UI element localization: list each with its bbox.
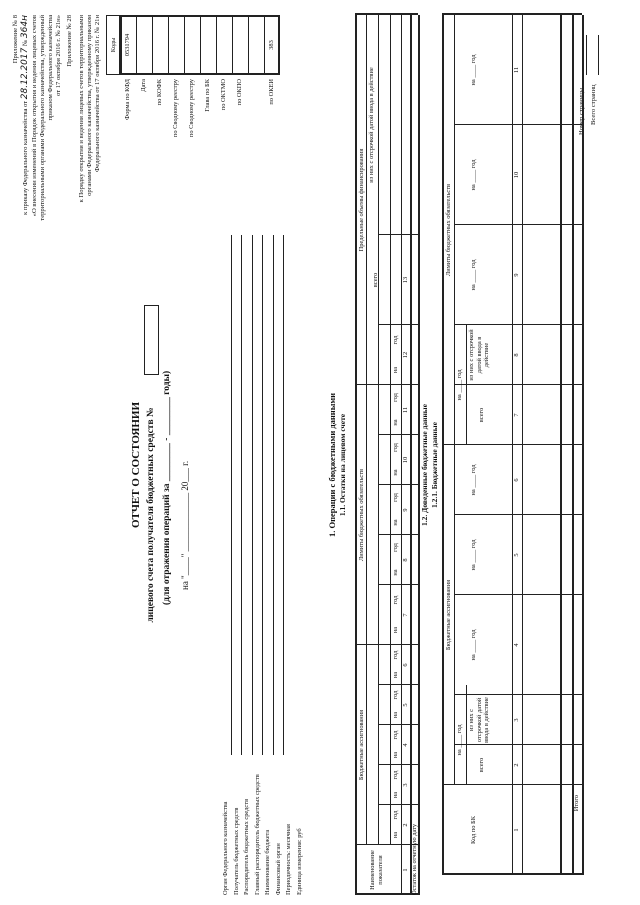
appendix-line10: Федерального казначейства от 17 октября 2016 г. № 21н	[94, 15, 101, 172]
na-label: на	[392, 831, 399, 839]
section1-subtitle: 1.1. Остатки на лицевом счете	[338, 413, 347, 517]
table2-total-line	[572, 15, 574, 875]
subheader-divider	[390, 15, 391, 845]
kod-bk-header: Код по БК	[470, 816, 477, 844]
group-assign-header: Бюджетные ассигнования	[358, 709, 365, 781]
form-field-underline	[273, 235, 274, 755]
group-finance-header: Предельные объемы финансирования	[358, 148, 365, 252]
group-assign-header: Бюджетные ассигнования	[445, 579, 452, 651]
na-label: на	[392, 791, 399, 799]
appendix-line6: от 17 октября 2016 г. № 21н»	[55, 15, 62, 97]
table2-right-border	[442, 13, 582, 15]
of-them-header: из них с отсрочкой датой ввода в действие	[368, 67, 375, 183]
of-them-header: из них с отсрочкой датой ввода в действие	[468, 697, 490, 743]
form-field-label: Наименование бюджета	[264, 829, 271, 895]
table2-top-border	[442, 15, 444, 875]
codes-row-divider	[152, 15, 153, 75]
section2-subtitle: 1.2. Доведенные бюджетные данные	[420, 404, 429, 526]
code-label: по КОФК	[156, 79, 163, 106]
group-limits-header: Лимиты бюджетных обязательств	[445, 183, 452, 277]
appendix-line3: «О внесении изменений в Порядок открытия и ведения лицевых счетов	[31, 15, 38, 217]
group-limits-header: Лимиты бюджетных обязательств	[358, 468, 365, 562]
god-label: год	[392, 810, 399, 820]
column-number: 3	[513, 718, 520, 722]
codes-row-divider	[168, 15, 169, 75]
na-god-label: на ____ год	[470, 159, 477, 191]
period-line: (для отражения операций за ________ - ________ годы)	[162, 370, 172, 605]
column-number: 11	[513, 66, 520, 74]
column-number: 9	[513, 273, 520, 277]
account-number-field[interactable]	[144, 305, 159, 375]
form-field-underline	[252, 235, 253, 755]
handwritten-date: 28.12.2017	[20, 47, 30, 100]
table1-top-border	[355, 15, 357, 895]
codes-row-divider	[264, 15, 265, 75]
codes-row-divider	[232, 15, 233, 75]
column-number: 3	[402, 783, 409, 787]
col-divider	[378, 324, 418, 325]
group-divider	[366, 15, 367, 845]
na-god-label: на ____ год	[470, 629, 477, 661]
form-field-label: Единица измерения: руб	[295, 828, 303, 895]
column-number: 6	[402, 663, 409, 667]
god-label: год	[392, 730, 399, 740]
form-field-label: Распорядитель бюджетных средств	[243, 798, 250, 895]
code-label: по ОКПО	[236, 79, 243, 106]
god-label: год	[392, 770, 399, 780]
code-label: Дата	[140, 79, 147, 92]
codes-header: Коды	[110, 37, 117, 53]
appendix-line4: территориальными органами Федерального казначейства, утвержденный	[39, 15, 46, 221]
na-god-label: на ____ год	[470, 54, 477, 86]
total-header: всего	[372, 272, 379, 288]
column-number: 7	[513, 413, 520, 417]
report-date-line: на "____" _____________ 20___ г.	[180, 460, 190, 590]
report-subtitle: лицевого счета получателя бюджетных средств №	[146, 407, 156, 623]
report-title: ОТЧЕТ О СОСТОЯНИИ	[130, 401, 142, 529]
god-label: год	[392, 493, 399, 502]
codes-row-divider	[136, 15, 137, 75]
column-number: 2	[513, 763, 520, 767]
column-number: 2	[402, 823, 409, 827]
table2-row-line	[522, 15, 523, 875]
na-label: на	[392, 519, 399, 526]
section1-title: 1. Операции с бюджетными данными	[327, 392, 337, 538]
column-number: 7	[402, 613, 409, 617]
total-header: всего	[478, 757, 485, 773]
total-pages-label: Всего страниц	[590, 84, 597, 125]
column-number: 6	[513, 478, 520, 482]
column-number: 11	[402, 406, 409, 414]
total-row-label: Итого	[573, 795, 580, 812]
column-number: 4	[402, 743, 409, 747]
column-number: 8	[513, 353, 520, 357]
appendix-line9: органами Федерального казначейства, утвержденному приказом	[86, 15, 93, 196]
column-number: 1	[513, 828, 520, 832]
form-field-label: Получатель бюджетных средств	[232, 807, 240, 895]
page-number-label: Номер страницы	[578, 87, 585, 135]
na-god-label: на ____ год	[470, 259, 477, 291]
god-label: год	[392, 595, 399, 605]
code-value: 383	[268, 40, 275, 50]
column-number: 1	[402, 868, 409, 872]
total-header: всего	[478, 407, 485, 423]
na-label: на	[392, 751, 399, 759]
na-label: на	[392, 469, 399, 476]
form-field-underline	[231, 235, 232, 755]
appendix-line1: Приложение № 8	[12, 15, 19, 64]
appendix-line8: к Порядку открытия и ведения лицевых счетов территориальными	[78, 15, 85, 203]
column-number: 4	[513, 643, 520, 647]
god-label: год	[392, 543, 399, 552]
col-divider	[378, 234, 418, 235]
table2-bottom-border	[582, 15, 584, 875]
code-label: по Сводному реестру	[172, 79, 179, 138]
appendix-line5: приказом Федерального казначейства	[47, 15, 54, 121]
form-field-label: Периодичность: месячная	[285, 824, 292, 895]
form-field-label: Орган Федерального казначейства	[222, 801, 229, 895]
god-label: год	[392, 443, 399, 452]
na-label: на	[392, 366, 399, 374]
table1-row-line	[410, 15, 412, 895]
god-label: год	[392, 650, 399, 660]
form-field-underline	[283, 235, 284, 755]
code-label: по ОКЕИ	[268, 79, 275, 105]
section2-subsubtitle: 1.2.1. Бюджетные данные	[430, 422, 439, 508]
column-number: 9	[402, 508, 409, 512]
column-number: 10	[513, 171, 520, 179]
appendix-line2: к приказу Федерального казначейства от 28.12.2017 № 364н	[20, 15, 30, 215]
balance-row-label: Остаток на отчетную дату	[411, 823, 418, 895]
of-them-header: из них с отсрочкой датой ввода в действие	[468, 329, 490, 381]
handwritten-number: 364н	[20, 15, 30, 39]
na-label: на	[392, 626, 399, 634]
code-label: по ОКТМО	[220, 79, 227, 111]
na-god-label: на ____ год	[456, 724, 463, 756]
codes-row-divider	[200, 15, 201, 75]
codes-row-divider	[248, 15, 249, 75]
na-label: на	[392, 711, 399, 719]
form-field-underline	[241, 235, 242, 755]
code-label: Глава по БК	[204, 79, 211, 112]
god-label: год	[392, 393, 399, 402]
na-god-label: на ____ год	[470, 539, 477, 571]
na-label: на	[392, 569, 399, 576]
codes-header-cell	[106, 15, 120, 75]
column-number: 5	[513, 553, 520, 557]
na-divider	[466, 325, 467, 445]
codes-row-divider	[184, 15, 185, 75]
codes-row-divider	[216, 15, 217, 75]
na-god-label: на ____ год	[470, 464, 477, 496]
table1-bottom-border	[418, 15, 420, 895]
name-header: Наименование показателя	[369, 850, 384, 890]
na-label: на	[392, 419, 399, 426]
na-god-label: на ____ год	[456, 369, 463, 401]
column-number: 10	[402, 456, 409, 464]
code-label: Форма по КФД	[124, 79, 131, 120]
column-number: 13	[402, 276, 409, 284]
na-label: на	[392, 671, 399, 679]
god-label: год	[392, 335, 399, 345]
page-number-line	[586, 35, 587, 75]
code-value: 0531794	[124, 33, 131, 57]
god-label: год	[392, 690, 399, 700]
table2-data-end	[560, 15, 562, 875]
column-number: 12	[402, 351, 409, 359]
form-field-label: Главный распорядитель бюджетных средств	[253, 774, 261, 895]
table2-left-border	[442, 873, 582, 875]
na-divider	[466, 685, 467, 785]
appendix-line7: Приложение № 28	[66, 15, 73, 67]
group-divider	[454, 15, 455, 785]
column-number: 8	[402, 558, 409, 562]
subheader-divider	[378, 15, 379, 845]
column-number: 5	[402, 703, 409, 707]
form-field-underline	[262, 235, 263, 755]
form-field-label: Финансовый орган	[274, 843, 282, 895]
total-pages-line	[598, 35, 599, 75]
code-label: по Сводному реестру	[188, 79, 195, 138]
